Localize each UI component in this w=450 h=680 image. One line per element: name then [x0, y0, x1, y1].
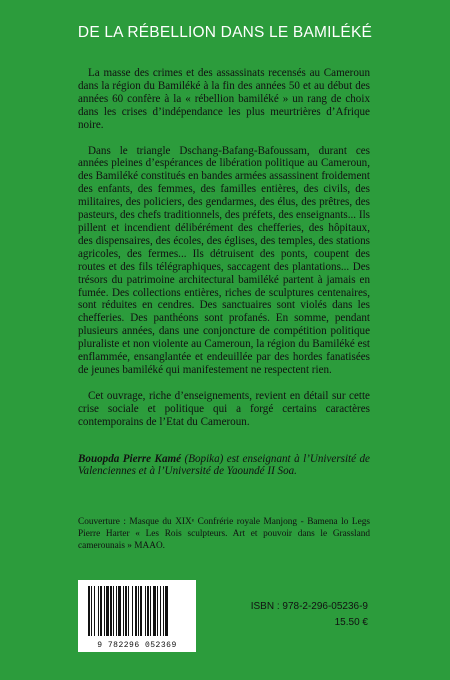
- barcode-bar: [116, 586, 117, 636]
- barcode-bar: [150, 586, 151, 636]
- barcode-bar: [125, 586, 127, 636]
- paragraph-main: Dans le triangle Dschang-Bafang-Bafoussam, durant ces années pleines d’espérances de libération politique au Cameroun, des Bamiléké constitués en bandes armées assassinent froidement des enfants, des femmes, des familles entières, des civils, des militaires, des policiers, des gendarmes, des élus, des prêtres, des pasteurs, des chefs traditionnels, des préfets, des enseignants... Ils pillent et incendient délibérément des chefferies, des hôpitaux, des dispensaires, des écoles, des églises, des temples, des stations agricoles, des fermes... Ils détruisent des ponts, coupent des routes et des fils télégraphiques, saccagent des plantations... Des trésors du patrimoine architectural bamiléké partent à jamais en fumée. Des collections entières, riches de sculptures centenaires, sont réduites en cendres. Des sanctuaires sont violés dans les chefferies. Des panthéons sont profanés. En somme, pendant plusieurs années, dans une conjoncture de compétition politique pluraliste et non violente au Cameroun, la région du Bamiléké est enflammée, ensanglantée et endeuillée par des hordes fanatisées de jeunes bamiléké qui manifestement ne respectent rien.: [78, 144, 370, 376]
- barcode-bar: [104, 586, 105, 636]
- paragraph-intro: La masse des crimes et des assassinats recensés au Cameroun dans la région du Bamiléké à la fin des années 50 et au début des années 60 confère à la « rébellion bamiléké » un rang de choix dans les crises d’indépendance les plus meurtrières d’Afrique noire.: [78, 67, 370, 131]
- book-title: DE LA RÉBELLION DANS LE BAMILÉKÉ: [77, 24, 373, 41]
- price: 15.50 €: [334, 617, 368, 628]
- barcode-bar: [140, 586, 142, 636]
- barcode-bar: [163, 586, 164, 636]
- barcode-bar: [110, 586, 112, 636]
- author-description: (Bopika) est enseignant à l’Université de Valenciennes et à l’Université de Yaoundé II Soa.: [78, 452, 370, 478]
- barcode-bar: [157, 586, 158, 636]
- barcode-bar: [106, 586, 109, 636]
- barcode-bar: [113, 586, 114, 636]
- back-cover-text: [78, 67, 370, 491]
- barcode-bar: [138, 586, 139, 636]
- barcode-bar: [132, 586, 133, 636]
- author-name: Bouopda Pierre Kamé: [78, 452, 182, 465]
- barcode-bar: [98, 586, 99, 636]
- barcode-bar: [118, 586, 121, 636]
- barcode-number: 9 782296 052369: [97, 641, 177, 650]
- author-bio: [78, 453, 370, 479]
- barcode-bar: [123, 586, 124, 636]
- barcode: [78, 580, 196, 652]
- barcode-bar: [165, 586, 168, 636]
- barcode-bar: [128, 586, 129, 636]
- barcode-bar: [91, 586, 92, 636]
- barcode-bar: [100, 586, 102, 636]
- barcode-bar: [153, 586, 156, 636]
- barcode-bar: [160, 586, 161, 636]
- barcode-bar: [94, 586, 95, 636]
- barcode-bar: [147, 586, 149, 636]
- barcode-bar: [145, 586, 146, 636]
- isbn: ISBN : 978-2-296-05236-9: [250, 601, 368, 612]
- paragraph-conclusion: Cet ouvrage, riche d’enseignements, revient en détail sur cette crise sociale et politique qui a forgé certains caractères contemporains de l’Etat du Cameroun.: [78, 389, 370, 428]
- cover-credits: Couverture : Masque du XIXᵉ Confrérie royale Manjong - Bamena lo Legs Pierre Harter « Les Rois sculpteurs. Art et pouvoir dans le Grassland camerounais » MAAO.: [78, 517, 370, 552]
- barcode-bar: [135, 586, 137, 636]
- barcode-bar: [88, 586, 90, 636]
- barcode-bars: [82, 584, 192, 640]
